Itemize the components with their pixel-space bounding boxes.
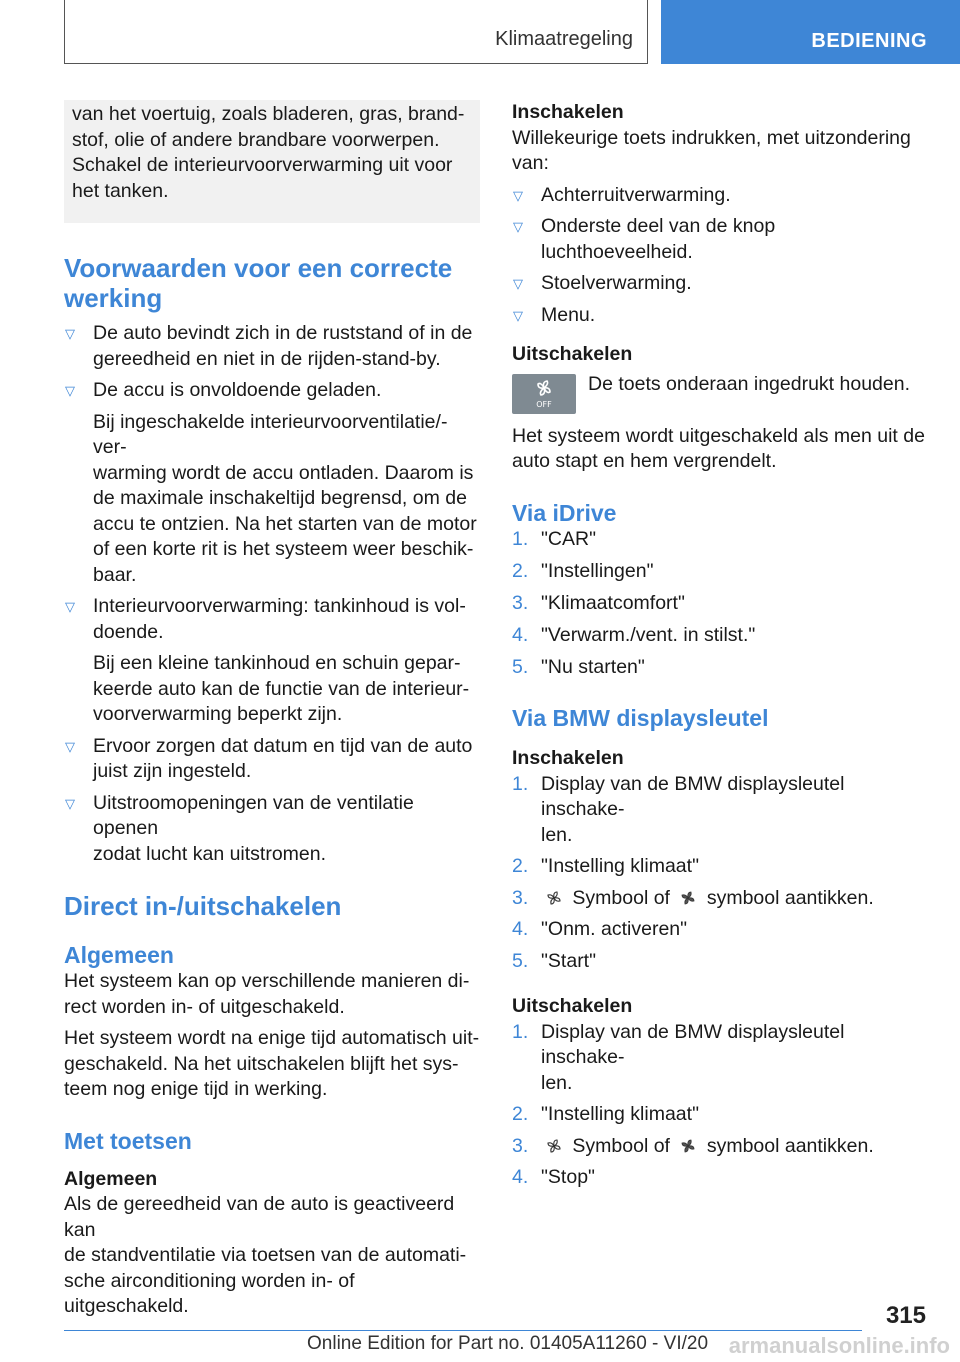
fan-icon bbox=[512, 374, 576, 414]
header-title: Klimaatregeling bbox=[495, 28, 633, 50]
triangle-bullet-icon: ▽ bbox=[513, 219, 523, 234]
conditions-list bbox=[64, 321, 480, 867]
fan-off-button-image bbox=[512, 374, 576, 414]
display-key-on-steps bbox=[512, 772, 932, 975]
list-item: 3. Symbool of symbool aantikken. bbox=[512, 1134, 874, 1157]
heading-direct: Direct in-/uitschakelen bbox=[64, 891, 342, 921]
paragraph-line: rect worden in- of uitgeschakeld. bbox=[64, 995, 345, 1018]
subheading-inschakelen: Inschakelen bbox=[512, 101, 624, 123]
list-item: 5. "Nu starten" bbox=[512, 655, 645, 678]
list-item: 5. "Start" bbox=[512, 949, 597, 972]
paragraph-line: Als de gereedheid van de auto is geactiveerd kan bbox=[64, 1193, 455, 1241]
list-item: 4. "Stop" bbox=[512, 1166, 595, 1188]
triangle-bullet-icon: ▽ bbox=[513, 187, 523, 203]
left-column bbox=[64, 100, 480, 1320]
paragraph-line: Het systeem wordt uitgeschakeld als men uit de bbox=[512, 424, 925, 447]
list-item: 1. Display van de BMW displaysleutel inschake- len. bbox=[512, 772, 845, 846]
heading-idrive: Via iDrive bbox=[512, 499, 617, 526]
list-item: 2. "Instelling klimaat" bbox=[512, 1103, 699, 1125]
paragraph-line: teem nog enige tijd in werking. bbox=[64, 1078, 328, 1100]
page-number: 315 bbox=[885, 1302, 926, 1329]
off-button-row bbox=[512, 372, 932, 420]
fan-outline-icon bbox=[545, 1137, 563, 1155]
subheading-uitschakelen-2: Uitschakelen bbox=[512, 995, 633, 1017]
fan-outline-icon bbox=[545, 889, 563, 907]
list-item: ▽ Stoelverwarming. bbox=[512, 271, 932, 297]
paragraph-line: De toets onderaan ingedrukt houden. bbox=[588, 372, 910, 395]
list-item: 2. "Instellingen" bbox=[512, 559, 654, 582]
subheading-uitschakelen: Uitschakelen bbox=[512, 343, 633, 365]
exceptions-list bbox=[512, 183, 932, 329]
list-item: 4. "Verwarm./vent. in stilst." bbox=[512, 623, 756, 646]
list-item: 4. "Onm. activeren" bbox=[512, 918, 688, 940]
heading-conditions: Voorwaarden voor een correcte werking bbox=[64, 253, 453, 313]
off-label: OFF bbox=[536, 399, 552, 409]
list-item: 2. "Instelling klimaat" bbox=[512, 855, 699, 877]
paragraph-line: Willekeurige toets indrukken, met uitzondering bbox=[512, 126, 911, 149]
idrive-steps bbox=[512, 527, 932, 681]
triangle-bullet-icon: ▽ bbox=[65, 326, 75, 341]
warning-box bbox=[64, 100, 480, 223]
list-item: ▽ Onderste deel van de knop luchthoeveelheid. bbox=[513, 215, 776, 263]
heading-algemeen: Algemeen bbox=[64, 942, 174, 968]
paragraph-line: sche airconditioning worden in- of uitgeschakeld. bbox=[64, 1269, 355, 1317]
header-section: BEDIENING bbox=[811, 30, 927, 52]
triangle-bullet-icon: ▽ bbox=[65, 599, 75, 614]
list-item: ▽ Achterruitverwarming. bbox=[512, 183, 932, 209]
triangle-bullet-icon: ▽ bbox=[513, 307, 523, 323]
header-title-box bbox=[64, 0, 648, 64]
paragraph-line: de standventilatie via toetsen van de automati- bbox=[64, 1244, 467, 1266]
fan-filled-icon bbox=[679, 889, 697, 907]
list-item: ▽ De auto bevindt zich in de ruststand of in de gereedheid en niet in de rijden-stand-by. bbox=[65, 322, 473, 370]
header-section-box bbox=[661, 0, 960, 64]
paragraph-line: van: bbox=[512, 152, 549, 174]
subheading-algemeen: Algemeen bbox=[64, 1167, 158, 1190]
heading-displaysleutel: Via BMW displaysleutel bbox=[512, 705, 769, 731]
list-item: ▽ Menu. bbox=[512, 303, 932, 329]
triangle-bullet-icon: ▽ bbox=[65, 738, 75, 754]
heading-toetsen: Met toetsen bbox=[64, 1127, 192, 1154]
triangle-bullet-icon: ▽ bbox=[513, 276, 523, 291]
warning-line: van het voertuig, zoals bladeren, gras, brand- bbox=[72, 103, 465, 125]
list-item: 3. Symbool of symbool aantikken. bbox=[512, 886, 874, 909]
footer-edition: Online Edition for Part no. 01405A11260 - VI/20 bbox=[307, 1333, 709, 1354]
paragraph-line: Het systeem wordt na enige tijd automatisch uit- bbox=[64, 1027, 480, 1049]
display-key-off-steps bbox=[512, 1020, 932, 1191]
list-item: 1. Display van de BMW displaysleutel inschake- len. bbox=[512, 1020, 845, 1094]
warning-line: het tanken. bbox=[72, 179, 169, 202]
warning-line: stof, olie of andere brandbare voorwerpen. bbox=[72, 128, 440, 151]
list-item: ▽ De accu is onvoldoende geladen. Bij ingeschakelde interieurvoorventilatie/-ver- warming wordt de accu ontladen. Daarom is de maximale inschakeltijd begrensd, om de accu te ontzien. Na het starten van de motor of een korte rit is het systeem weer beschik- baar. bbox=[65, 379, 477, 586]
paragraph-line: Het systeem kan op verschillende manieren di- bbox=[64, 970, 470, 992]
triangle-bullet-icon: ▽ bbox=[65, 383, 75, 398]
list-item: ▽ Ervoor zorgen dat datum en tijd van de auto juist zijn ingesteld. bbox=[65, 734, 473, 782]
warning-line: Schakel de interieurvoorverwarming uit voor bbox=[72, 154, 453, 176]
list-item: 1. "CAR" bbox=[512, 527, 597, 550]
fan-filled-icon bbox=[679, 1137, 697, 1155]
paragraph-line: geschakeld. Na het uitschakelen blijft het sys- bbox=[64, 1052, 459, 1075]
right-column bbox=[512, 100, 932, 1191]
list-item: ▽ Interieurvoorverwarming: tankinhoud is vol- doende. Bij een kleine tankinhoud en schuin gepar- keerde auto kan de functie van de interieur- voorverwarming beperkt zijn. bbox=[65, 595, 470, 725]
watermark: armanualsonline.info bbox=[728, 1333, 950, 1358]
paragraph-line: auto stapt en hem vergrendelt. bbox=[512, 450, 777, 472]
list-item: 3. "Klimaatcomfort" bbox=[512, 591, 685, 614]
footer-divider bbox=[64, 1330, 862, 1331]
list-item: ▽ Uitstroomopeningen van de ventilatie openen zodat lucht kan uitstromen. bbox=[65, 791, 414, 865]
subheading-inschakelen-2: Inschakelen bbox=[512, 747, 624, 769]
triangle-bullet-icon: ▽ bbox=[65, 795, 75, 811]
